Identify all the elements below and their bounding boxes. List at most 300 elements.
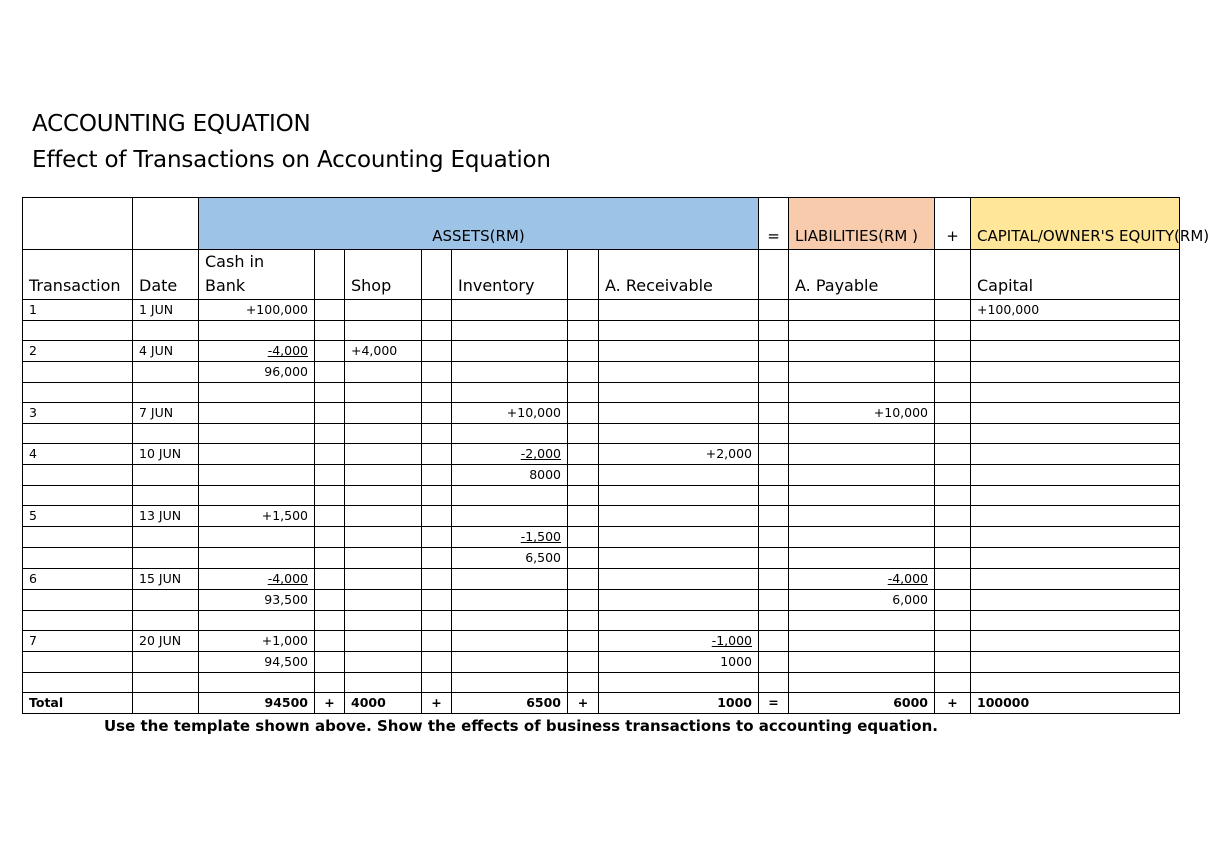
cell-date: 13 JUN — [133, 506, 199, 527]
cell-transaction — [23, 590, 133, 611]
cell-spacer — [935, 424, 971, 444]
cell-spacer — [315, 383, 345, 403]
cell-a-payable — [789, 444, 935, 465]
header-blank-cell — [23, 198, 133, 250]
cell-a-payable — [789, 321, 935, 341]
cell-date: 4 JUN — [133, 341, 199, 362]
cell-spacer — [568, 300, 599, 321]
total-plus-sign: + — [422, 693, 452, 714]
cell-spacer — [315, 465, 345, 486]
cell-spacer — [935, 506, 971, 527]
table-row — [23, 383, 1180, 403]
cell-spacer — [422, 506, 452, 527]
cell-spacer — [568, 569, 599, 590]
cell-a-payable: -4,000 — [789, 569, 935, 590]
cell-spacer — [935, 527, 971, 548]
cell-inventory: 6,500 — [452, 548, 568, 569]
table-row — [23, 321, 1180, 341]
cell-spacer — [568, 611, 599, 631]
cell-inventory — [452, 631, 568, 652]
cell-a-receivable — [599, 506, 759, 527]
cell-date — [133, 383, 199, 403]
table-row — [23, 506, 1180, 527]
cell-spacer — [935, 548, 971, 569]
cell-capital — [971, 548, 1180, 569]
assets-header: ASSETS(RM) — [199, 198, 759, 250]
cell-cash-in-bank: 96,000 — [199, 362, 315, 383]
cell-transaction — [23, 527, 133, 548]
cell-date: 20 JUN — [133, 631, 199, 652]
cell-spacer — [568, 341, 599, 362]
cell-inventory — [452, 341, 568, 362]
cell-spacer — [422, 652, 452, 673]
cell-a-payable — [789, 300, 935, 321]
cell-shop: +4,000 — [345, 341, 422, 362]
cell-spacer — [759, 444, 789, 465]
cell-cash-in-bank — [199, 465, 315, 486]
capital-equity-header: CAPITAL/OWNER'S EQUITY(RM) — [971, 198, 1180, 250]
cell-transaction: 2 — [23, 341, 133, 362]
cell-spacer — [315, 652, 345, 673]
table-row — [23, 403, 1180, 424]
cell-spacer — [568, 486, 599, 506]
cell-spacer — [935, 444, 971, 465]
cell-a-payable: +10,000 — [789, 403, 935, 424]
table-row — [23, 341, 1180, 362]
cell-a-payable — [789, 465, 935, 486]
cell-cash-in-bank — [199, 673, 315, 693]
cell-inventory — [452, 300, 568, 321]
total-row — [23, 693, 1180, 714]
column-header-spacer — [422, 250, 452, 300]
cell-a-payable — [789, 548, 935, 569]
cell-transaction — [23, 611, 133, 631]
plus-sign-header: + — [935, 198, 971, 250]
cell-cash-in-bank — [199, 548, 315, 569]
cell-inventory — [452, 424, 568, 444]
cell-a-payable — [789, 424, 935, 444]
cell-spacer — [759, 424, 789, 444]
table-row — [23, 300, 1180, 321]
total-plus-sign: + — [568, 693, 599, 714]
cell-capital — [971, 403, 1180, 424]
cell-date — [133, 590, 199, 611]
cell-spacer — [568, 652, 599, 673]
cell-transaction — [23, 424, 133, 444]
cell-spacer — [935, 590, 971, 611]
cell-capital — [971, 341, 1180, 362]
header-blank-cell — [133, 198, 199, 250]
cell-spacer — [759, 611, 789, 631]
cell-spacer — [759, 362, 789, 383]
cell-date: 1 JUN — [133, 300, 199, 321]
cell-shop — [345, 383, 422, 403]
cell-date — [133, 362, 199, 383]
cell-spacer — [315, 590, 345, 611]
cell-transaction: 4 — [23, 444, 133, 465]
cell-spacer — [935, 383, 971, 403]
cell-date — [133, 652, 199, 673]
cell-cash-in-bank — [199, 527, 315, 548]
cell-spacer — [422, 673, 452, 693]
cell-spacer — [759, 590, 789, 611]
cell-shop — [345, 403, 422, 424]
table-row — [23, 673, 1180, 693]
cell-spacer — [935, 341, 971, 362]
cell-a-payable — [789, 527, 935, 548]
total-plus-sign: + — [935, 693, 971, 714]
cell-spacer — [759, 403, 789, 424]
table-row — [23, 465, 1180, 486]
cell-a-receivable — [599, 590, 759, 611]
cell-a-payable: 6,000 — [789, 590, 935, 611]
table-row — [23, 424, 1180, 444]
cell-cash-in-bank — [199, 611, 315, 631]
cell-a-receivable — [599, 465, 759, 486]
cell-transaction — [23, 362, 133, 383]
cell-spacer — [568, 362, 599, 383]
header-row-columns — [23, 250, 1180, 300]
cell-inventory — [452, 506, 568, 527]
cell-spacer — [315, 300, 345, 321]
cell-transaction — [23, 321, 133, 341]
cell-capital — [971, 652, 1180, 673]
cell-cash-in-bank — [199, 444, 315, 465]
cell-spacer — [315, 341, 345, 362]
cell-inventory — [452, 673, 568, 693]
cell-capital — [971, 673, 1180, 693]
cell-shop — [345, 673, 422, 693]
cell-spacer — [568, 590, 599, 611]
cell-inventory: -2,000 — [452, 444, 568, 465]
cell-a-payable — [789, 652, 935, 673]
cell-spacer — [315, 486, 345, 506]
cell-shop — [345, 548, 422, 569]
cell-transaction: 5 — [23, 506, 133, 527]
cell-cash-in-bank — [199, 486, 315, 506]
cell-cash-in-bank: 93,500 — [199, 590, 315, 611]
cell-cash-in-bank: +1,000 — [199, 631, 315, 652]
cell-inventory — [452, 321, 568, 341]
cell-date — [133, 486, 199, 506]
cell-capital — [971, 444, 1180, 465]
cell-spacer — [759, 465, 789, 486]
cell-capital — [971, 611, 1180, 631]
cell-a-receivable — [599, 341, 759, 362]
accounting-equation-table — [22, 197, 1209, 714]
instruction-note: Use the template shown above. Show the effects of business transactions to accounting equation. — [104, 717, 938, 735]
cell-spacer — [759, 569, 789, 590]
cell-spacer — [759, 341, 789, 362]
cell-date: 15 JUN — [133, 569, 199, 590]
cell-spacer — [315, 403, 345, 424]
cell-a-payable — [789, 673, 935, 693]
cell-spacer — [935, 362, 971, 383]
total-a-payable: 6000 — [789, 693, 935, 714]
cell-cash-in-bank: -4,000 — [199, 569, 315, 590]
cell-inventory: +10,000 — [452, 403, 568, 424]
cell-spacer — [315, 527, 345, 548]
cell-spacer — [422, 321, 452, 341]
cell-transaction: 3 — [23, 403, 133, 424]
cell-transaction — [23, 486, 133, 506]
cell-inventory — [452, 569, 568, 590]
total-equals-sign: = — [759, 693, 789, 714]
column-header-a-payable: A. Payable — [789, 250, 935, 300]
cell-transaction: 1 — [23, 300, 133, 321]
cell-spacer — [568, 673, 599, 693]
cell-spacer — [935, 631, 971, 652]
cell-inventory — [452, 486, 568, 506]
liabilities-header: LIABILITIES(RM ) — [789, 198, 935, 250]
cell-a-receivable: +2,000 — [599, 444, 759, 465]
cell-spacer — [315, 611, 345, 631]
cell-cash-in-bank — [199, 424, 315, 444]
cell-capital — [971, 383, 1180, 403]
cell-inventory: 8000 — [452, 465, 568, 486]
column-header-transaction: Transaction — [23, 250, 133, 300]
cell-spacer — [568, 631, 599, 652]
cell-spacer — [568, 424, 599, 444]
cell-a-payable — [789, 611, 935, 631]
cell-shop — [345, 465, 422, 486]
cell-a-receivable — [599, 611, 759, 631]
total-cash-in-bank: 94500 — [199, 693, 315, 714]
cell-spacer — [422, 444, 452, 465]
cell-shop — [345, 362, 422, 383]
cell-spacer — [422, 341, 452, 362]
cell-inventory: -1,500 — [452, 527, 568, 548]
cell-transaction — [23, 383, 133, 403]
cell-a-receivable — [599, 300, 759, 321]
cell-cash-in-bank: +1,500 — [199, 506, 315, 527]
column-header-a-receivable: A. Receivable — [599, 250, 759, 300]
cell-capital — [971, 486, 1180, 506]
cell-spacer — [935, 403, 971, 424]
cell-spacer — [759, 506, 789, 527]
cell-transaction — [23, 465, 133, 486]
cell-shop — [345, 527, 422, 548]
cell-spacer — [568, 444, 599, 465]
cell-spacer — [935, 673, 971, 693]
cell-shop — [345, 300, 422, 321]
cell-capital: +100,000 — [971, 300, 1180, 321]
cell-capital — [971, 506, 1180, 527]
cell-spacer — [422, 362, 452, 383]
cell-shop — [345, 652, 422, 673]
cell-spacer — [315, 424, 345, 444]
cell-spacer — [315, 569, 345, 590]
table-row — [23, 548, 1180, 569]
column-header-shop: Shop — [345, 250, 422, 300]
cell-spacer — [315, 362, 345, 383]
header-row-groups — [23, 198, 1180, 250]
cell-date — [133, 321, 199, 341]
cell-spacer — [759, 527, 789, 548]
column-header-spacer — [315, 250, 345, 300]
cell-date: 10 JUN — [133, 444, 199, 465]
cell-spacer — [568, 548, 599, 569]
cell-spacer — [568, 465, 599, 486]
table-row — [23, 611, 1180, 631]
cell-cash-in-bank — [199, 321, 315, 341]
total-inventory: 6500 — [452, 693, 568, 714]
cell-shop — [345, 569, 422, 590]
cell-spacer — [315, 631, 345, 652]
cell-spacer — [935, 465, 971, 486]
cell-spacer — [759, 383, 789, 403]
cell-cash-in-bank: -4,000 — [199, 341, 315, 362]
total-plus-sign: + — [315, 693, 345, 714]
cell-a-payable — [789, 341, 935, 362]
cell-spacer — [315, 506, 345, 527]
cell-spacer — [568, 383, 599, 403]
cell-transaction: 7 — [23, 631, 133, 652]
cell-inventory — [452, 652, 568, 673]
cell-a-receivable — [599, 383, 759, 403]
column-header-spacer — [568, 250, 599, 300]
cell-spacer — [759, 673, 789, 693]
document-subtitle: Effect of Transactions on Accounting Equation — [32, 147, 551, 173]
column-header-spacer — [935, 250, 971, 300]
cell-capital — [971, 424, 1180, 444]
cell-date — [133, 611, 199, 631]
cell-spacer — [935, 486, 971, 506]
total-capital: 100000 — [971, 693, 1180, 714]
cell-capital — [971, 631, 1180, 652]
cell-a-receivable — [599, 569, 759, 590]
cell-spacer — [759, 548, 789, 569]
cell-a-payable — [789, 631, 935, 652]
cell-a-receivable: 1000 — [599, 652, 759, 673]
cell-spacer — [422, 465, 452, 486]
cell-spacer — [133, 693, 199, 714]
column-header-capital: Capital — [971, 250, 1180, 300]
cell-spacer — [422, 527, 452, 548]
cell-spacer — [935, 652, 971, 673]
cell-capital — [971, 527, 1180, 548]
total-label: Total — [23, 693, 133, 714]
cell-shop — [345, 611, 422, 631]
cell-spacer — [315, 321, 345, 341]
total-a-receivable: 1000 — [599, 693, 759, 714]
equals-sign-header: = — [759, 198, 789, 250]
cell-a-payable — [789, 362, 935, 383]
total-shop: 4000 — [345, 693, 422, 714]
cell-inventory — [452, 362, 568, 383]
cell-spacer — [759, 321, 789, 341]
table-row — [23, 652, 1180, 673]
cell-spacer — [315, 548, 345, 569]
cell-spacer — [422, 631, 452, 652]
cell-a-receivable — [599, 673, 759, 693]
cell-a-receivable — [599, 548, 759, 569]
cell-transaction: 6 — [23, 569, 133, 590]
table-row — [23, 486, 1180, 506]
cell-spacer — [315, 444, 345, 465]
cell-date — [133, 465, 199, 486]
cell-spacer — [568, 506, 599, 527]
cell-cash-in-bank: 94,500 — [199, 652, 315, 673]
cell-spacer — [422, 383, 452, 403]
cell-date — [133, 527, 199, 548]
column-header-date: Date — [133, 250, 199, 300]
cell-cash-in-bank — [199, 383, 315, 403]
cell-shop — [345, 631, 422, 652]
cell-a-receivable: -1,000 — [599, 631, 759, 652]
cell-capital — [971, 362, 1180, 383]
cell-spacer — [759, 631, 789, 652]
cell-inventory — [452, 611, 568, 631]
cell-capital — [971, 590, 1180, 611]
cell-date — [133, 673, 199, 693]
cell-spacer — [422, 569, 452, 590]
cell-spacer — [759, 486, 789, 506]
cell-spacer — [759, 652, 789, 673]
cell-cash-in-bank — [199, 403, 315, 424]
cell-shop — [345, 424, 422, 444]
cell-shop — [345, 486, 422, 506]
cell-date — [133, 548, 199, 569]
cell-spacer — [935, 300, 971, 321]
column-header-spacer — [759, 250, 789, 300]
cell-capital — [971, 465, 1180, 486]
table-row — [23, 362, 1180, 383]
cell-a-receivable — [599, 403, 759, 424]
cell-spacer — [935, 611, 971, 631]
cell-capital — [971, 569, 1180, 590]
cell-a-payable — [789, 506, 935, 527]
cell-spacer — [568, 403, 599, 424]
table-row — [23, 527, 1180, 548]
cell-shop — [345, 321, 422, 341]
cell-transaction — [23, 652, 133, 673]
cell-a-payable — [789, 383, 935, 403]
cell-shop — [345, 444, 422, 465]
cell-inventory — [452, 590, 568, 611]
cell-spacer — [935, 321, 971, 341]
cell-spacer — [759, 300, 789, 321]
cell-date — [133, 424, 199, 444]
table-row — [23, 444, 1180, 465]
cell-inventory — [452, 383, 568, 403]
cell-a-payable — [789, 486, 935, 506]
cell-date: 7 JUN — [133, 403, 199, 424]
cell-a-receivable — [599, 527, 759, 548]
cell-shop — [345, 590, 422, 611]
cell-spacer — [422, 590, 452, 611]
table-row — [23, 631, 1180, 652]
cell-spacer — [568, 321, 599, 341]
cell-shop — [345, 506, 422, 527]
cell-spacer — [935, 569, 971, 590]
table-row — [23, 590, 1180, 611]
document-title: ACCOUNTING EQUATION — [32, 111, 311, 137]
cell-spacer — [422, 486, 452, 506]
cell-transaction — [23, 548, 133, 569]
cell-spacer — [422, 548, 452, 569]
cell-a-receivable — [599, 321, 759, 341]
cell-cash-in-bank: +100,000 — [199, 300, 315, 321]
cell-spacer — [422, 403, 452, 424]
cell-a-receivable — [599, 486, 759, 506]
column-header-cash-in-bank: Cash in Bank — [199, 250, 315, 300]
cell-spacer — [422, 611, 452, 631]
cell-transaction — [23, 673, 133, 693]
cell-spacer — [568, 527, 599, 548]
column-header-inventory: Inventory — [452, 250, 568, 300]
cell-a-receivable — [599, 424, 759, 444]
